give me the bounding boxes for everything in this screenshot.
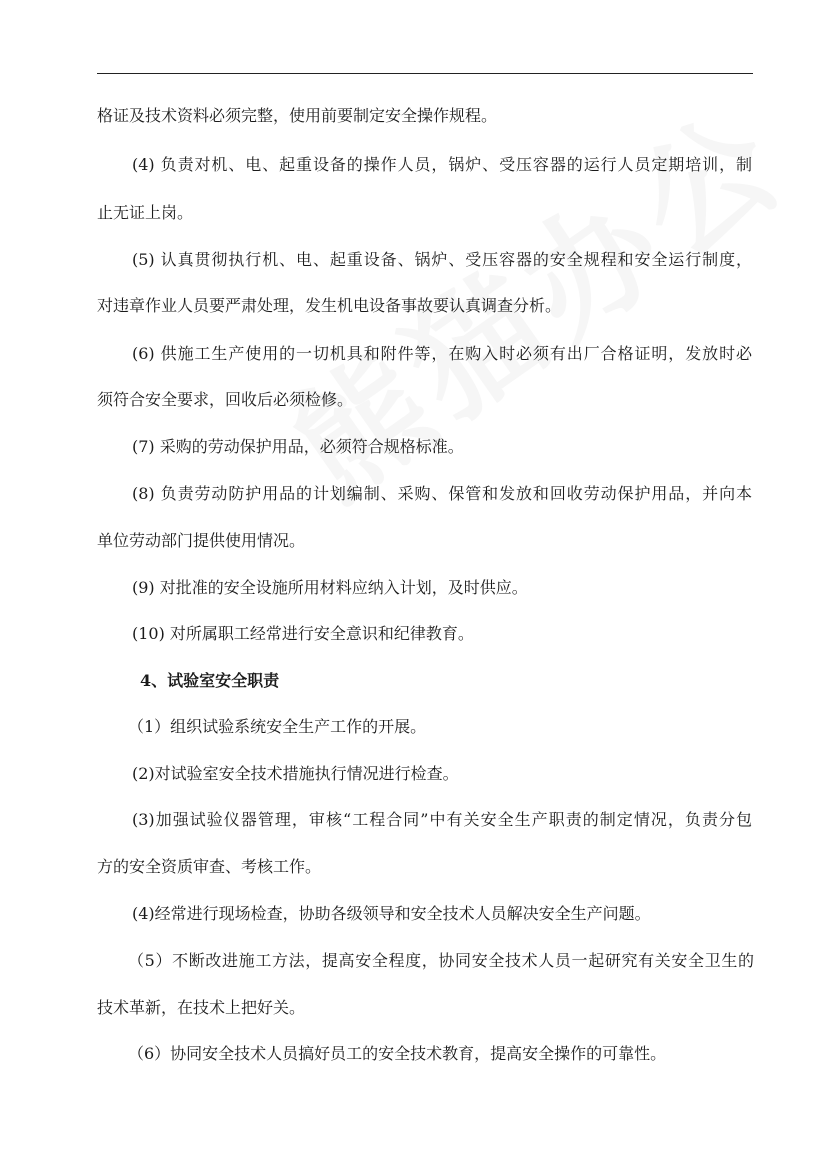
text-line-14: (2)对试验室安全技术措施执行情况进行检查。 xyxy=(132,764,459,783)
header-rule xyxy=(97,73,753,74)
text-line-15: (3)加强试验仪器管理，审核“工程合同”中有关安全生产职责的制定情况，负责分包 xyxy=(132,810,752,829)
text-line-9: 单位劳动部门提供使用情况。 xyxy=(97,531,306,550)
text-line-20: （6）协同安全技术人员搞好员工的安全技术教育，提高安全操作的可靠性。 xyxy=(128,1044,667,1063)
text-line-16: 方的安全资质审查、考核工作。 xyxy=(97,857,322,876)
text-line-0: 格证及技术资料必须完整，使用前要制定安全操作规程。 xyxy=(97,106,498,125)
text-line-4: 对违章作业人员要严肃处理，发生机电设备事故要认真调查分析。 xyxy=(97,296,562,315)
text-line-2: 止无证上岗。 xyxy=(97,203,194,222)
text-line-19: 技术革新，在技术上把好关。 xyxy=(97,998,306,1017)
text-line-17: (4)经常进行现场检查，协助各级领导和安全技术人员解决安全生产问题。 xyxy=(132,904,651,923)
text-line-18: （5）不断改进施工方法，提高安全程度，协同安全技术人员一起研究有关安全卫生的 xyxy=(128,951,754,970)
text-line-6: 须符合安全要求，回收后必须检修。 xyxy=(97,390,354,409)
text-line-8: (8) 负责劳动防护用品的计划编制、采购、保管和发放和回收劳动保护用品，并向本 xyxy=(132,484,752,503)
text-line-11: (10) 对所属职工经常进行安全意识和纪律教育。 xyxy=(132,624,474,643)
text-line-5: (6) 供施工生产使用的一切机具和附件等，在购入时必须有出厂合格证明，发放时必 xyxy=(132,344,752,363)
text-line-13: （1）组织试验系统安全生产工作的开展。 xyxy=(128,717,427,736)
text-line-10: (9) 对批准的安全设施所用材料应纳入计划，及时供应。 xyxy=(132,578,528,597)
text-line-1: (4) 负责对机、电、起重设备的操作人员，锅炉、受压容器的运行人员定期培训，制 xyxy=(132,155,752,174)
text-line-3: (5) 认真贯彻执行机、电、起重设备、锅炉、受压容器的安全规程和安全运行制度， xyxy=(132,250,752,269)
section-heading: 4、试验室安全职责 xyxy=(140,671,280,690)
text-line-7: (7) 采购的劳动保护用品，必须符合规格标准。 xyxy=(132,437,464,456)
